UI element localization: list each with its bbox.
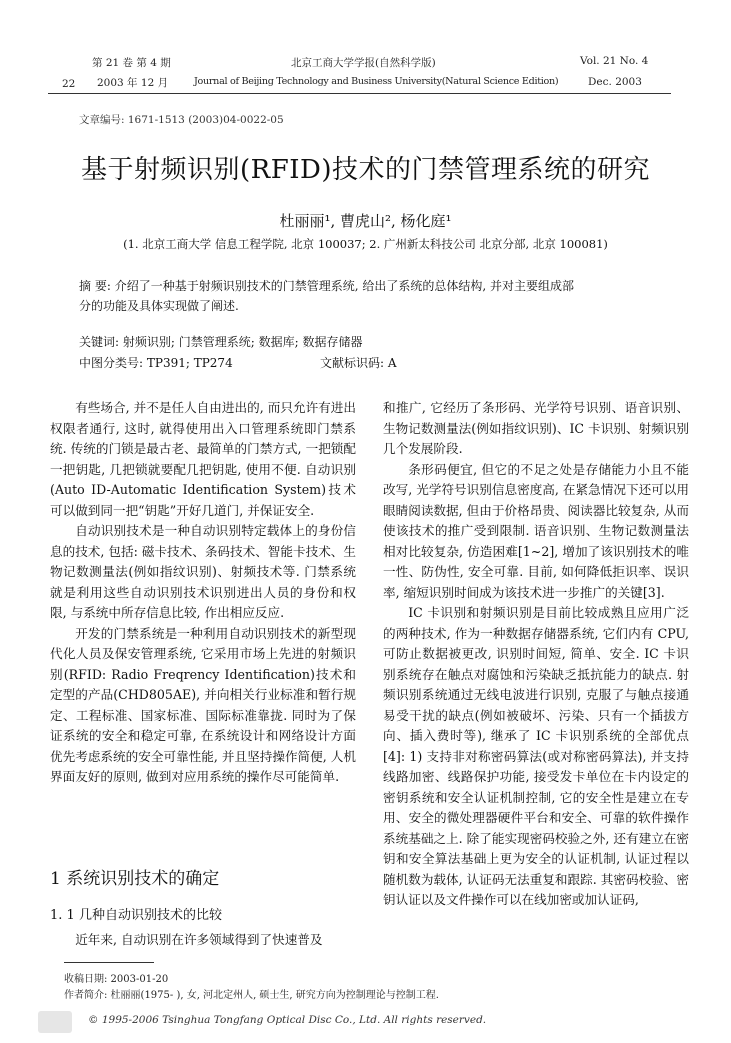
page-number: 22 bbox=[62, 78, 76, 90]
right-paragraph-3: IC 卡识别和射频识别是目前比较成熟且应用广泛的两种技术, 作为一种数据存储器系统, 它们内有 CPU, 可防止数据被更改, 识别时间短, 简单、安全. IC 卡识别系统存在触点对腐蚀和污染缺乏抵抗能力的缺点. 射频识别系统通过无线电波进行识别, 克服了与触点接通易受干扰的缺点(例如被破坏、污染、只有一个插拔方向、插入费时等), 继承了 IC 卡识别系统的全部优点[4]: 1) 支持非对称密码算法(或对称密码算法), 并支持线路加密、线路保护功能, 接受发卡单位在卡内设定的密钥系统和安全认证机制控制, 它的安全性是建立在专用、安全的微处理器硬件平台和安全、可靠的软件操作系统基础之上. 除了能实现密码校验之外, 还有建立在密钥和安全算法基础上更为安全的认证机制, 认证过程以随机数为载体, 认证码无法重复和跟踪. 其密码校验、密钥认证以及文件操作可以在线加密或加认证码, bbox=[383, 605, 689, 907]
header-rule bbox=[48, 93, 671, 94]
abstract-label: 摘 要: bbox=[79, 279, 111, 293]
left-paragraph-4-wrap bbox=[50, 930, 356, 951]
doc-code-label: 文献标识码: bbox=[320, 356, 385, 370]
right-paragraph-1: 和推广, 它经历了条形码、光学符号识别、语音识别、生物记数测量法(例如指纹识别)、IC 卡识别、射频识别几个发展阶段. bbox=[383, 400, 689, 456]
header-date-en: Dec. 2003 bbox=[588, 76, 642, 88]
footnote-rule bbox=[64, 962, 154, 963]
article-number: 文章编号: 1671-1513 (2003)04-0022-05 bbox=[79, 114, 284, 126]
right-column bbox=[383, 398, 689, 911]
keywords-block bbox=[79, 333, 362, 350]
doc-code-block bbox=[320, 354, 397, 371]
header-vol-issue-en: Vol. 21 No. 4 bbox=[580, 55, 649, 67]
header-vol-issue-cn: 第 21 卷 第 4 期 bbox=[92, 57, 171, 69]
right-paragraph-2: 条形码便宜, 但它的不足之处是存储能力小且不能改写, 光学符号识别信息密度高, 在紧急情况下还可以用眼睛阅读数据, 但由于价格昂贵、阅读器比较复杂, 从而使该技术的推广受到限制. 语音识别、生物记数测量法相对比较复杂, 仿造困难[1~2], 增加了该识别技术的唯一性、防伪性, 安全可靠. 目前, 如何降低拒识率、误识率, 缩短识别时间成为该技术进一步推广的关键[3]. bbox=[383, 461, 689, 600]
left-paragraph-2: 自动识别技术是一种自动识别特定载体上的身份信息的技术, 包括: 磁卡技术、条码技术、智能卡技术、生物记数测量法(例如指纹识别)、射频技术等. 门禁系统就是利用这些自动识别技术识别进出人员的身份和权限, 与系统中所存信息比较, 作出相应反应. bbox=[50, 523, 356, 620]
header-journal-cn: 北京工商大学学报(自然科学版) bbox=[291, 57, 436, 69]
keywords-text: 射频识别; 门禁管理系统; 数据库; 数据存储器 bbox=[122, 335, 363, 349]
section-heading-1: 1 系统识别技术的确定 bbox=[50, 869, 220, 889]
abstract-text-line2: 分的功能及具体实现做了阐述. bbox=[79, 299, 239, 313]
keywords-label: 关键词: bbox=[79, 335, 120, 349]
subsection-heading-1-1: 1. 1 几种自动识别技术的比较 bbox=[50, 908, 222, 923]
abstract-text-line1: 介绍了一种基于射频识别技术的门禁管理系统, 给出了系统的总体结构, 并对主要组成部 bbox=[114, 279, 574, 293]
left-paragraph-1: 有些场合, 并不是任人自由进出的, 而只允许有进出权限者通行, 这时, 就得使用出入口管理系统即门禁系统. 传统的门锁是最古老、最简单的门禁方式, 一把锁配一把钥匙, 几把锁就要配几把钥匙, 使用不便. 自动识别(Auto ID-Automatic Identification System)技术可以做到同一把“钥匙”开好几道门, 并保证安全. bbox=[50, 400, 356, 518]
footnote-received: 收稿日期: 2003-01-20 bbox=[64, 974, 169, 985]
publisher-logo bbox=[38, 1011, 72, 1033]
left-paragraph-3: 开发的门禁系统是一种利用自动识别技术的新型现代化人员及保安管理系统, 它采用市场上先进的射频识别(RFID: Radio Freqrency Identification)技术和定型的产品(CHD805AE), 并向相关行业标准和暂行规定、工程标准、国家标准、国际标准靠拢. 同时为了保证系统的安全和稳定可靠, 在系统设计和网络设计方面优先考虑系统的安全可靠性能, 并且坚持操作简便, 人机界面友好的原则, 做到对应用系统的操作尽可能简单. bbox=[50, 625, 356, 784]
classification-text: TP391; TP274 bbox=[146, 356, 233, 370]
copyright-notice: © 1995-2006 Tsinghua Tongfang Optical Disc Co., Ltd. All rights reserved. bbox=[88, 1014, 487, 1026]
page-title: 基于射频识别(RFID)技术的门禁管理系统的研究 bbox=[80, 155, 651, 185]
classification-block bbox=[79, 354, 233, 371]
header-journal-en: Journal of Beijing Technology and Business University(Natural Science Edition) bbox=[194, 76, 559, 87]
left-column bbox=[50, 398, 356, 788]
affiliations: (1. 北京工商大学 信息工程学院, 北京 100037; 2. 广州新太科技公司 北京分部, 北京 100081) bbox=[123, 237, 608, 251]
header-date-cn: 2003 年 12 月 bbox=[97, 77, 169, 89]
left-paragraph-4: 近年来, 自动识别在许多领域得到了快速普及 bbox=[75, 932, 323, 947]
authors: 杜丽丽¹, 曹虎山², 杨化庭¹ bbox=[279, 212, 452, 230]
doc-code: A bbox=[387, 356, 397, 370]
classification-label: 中图分类号: bbox=[79, 356, 144, 370]
abstract-block bbox=[79, 277, 574, 294]
footnote-author-bio: 作者简介: 杜丽丽(1975- ), 女, 河北定州人, 硕士生, 研究方向为控制理论与控制工程. bbox=[64, 990, 439, 1001]
